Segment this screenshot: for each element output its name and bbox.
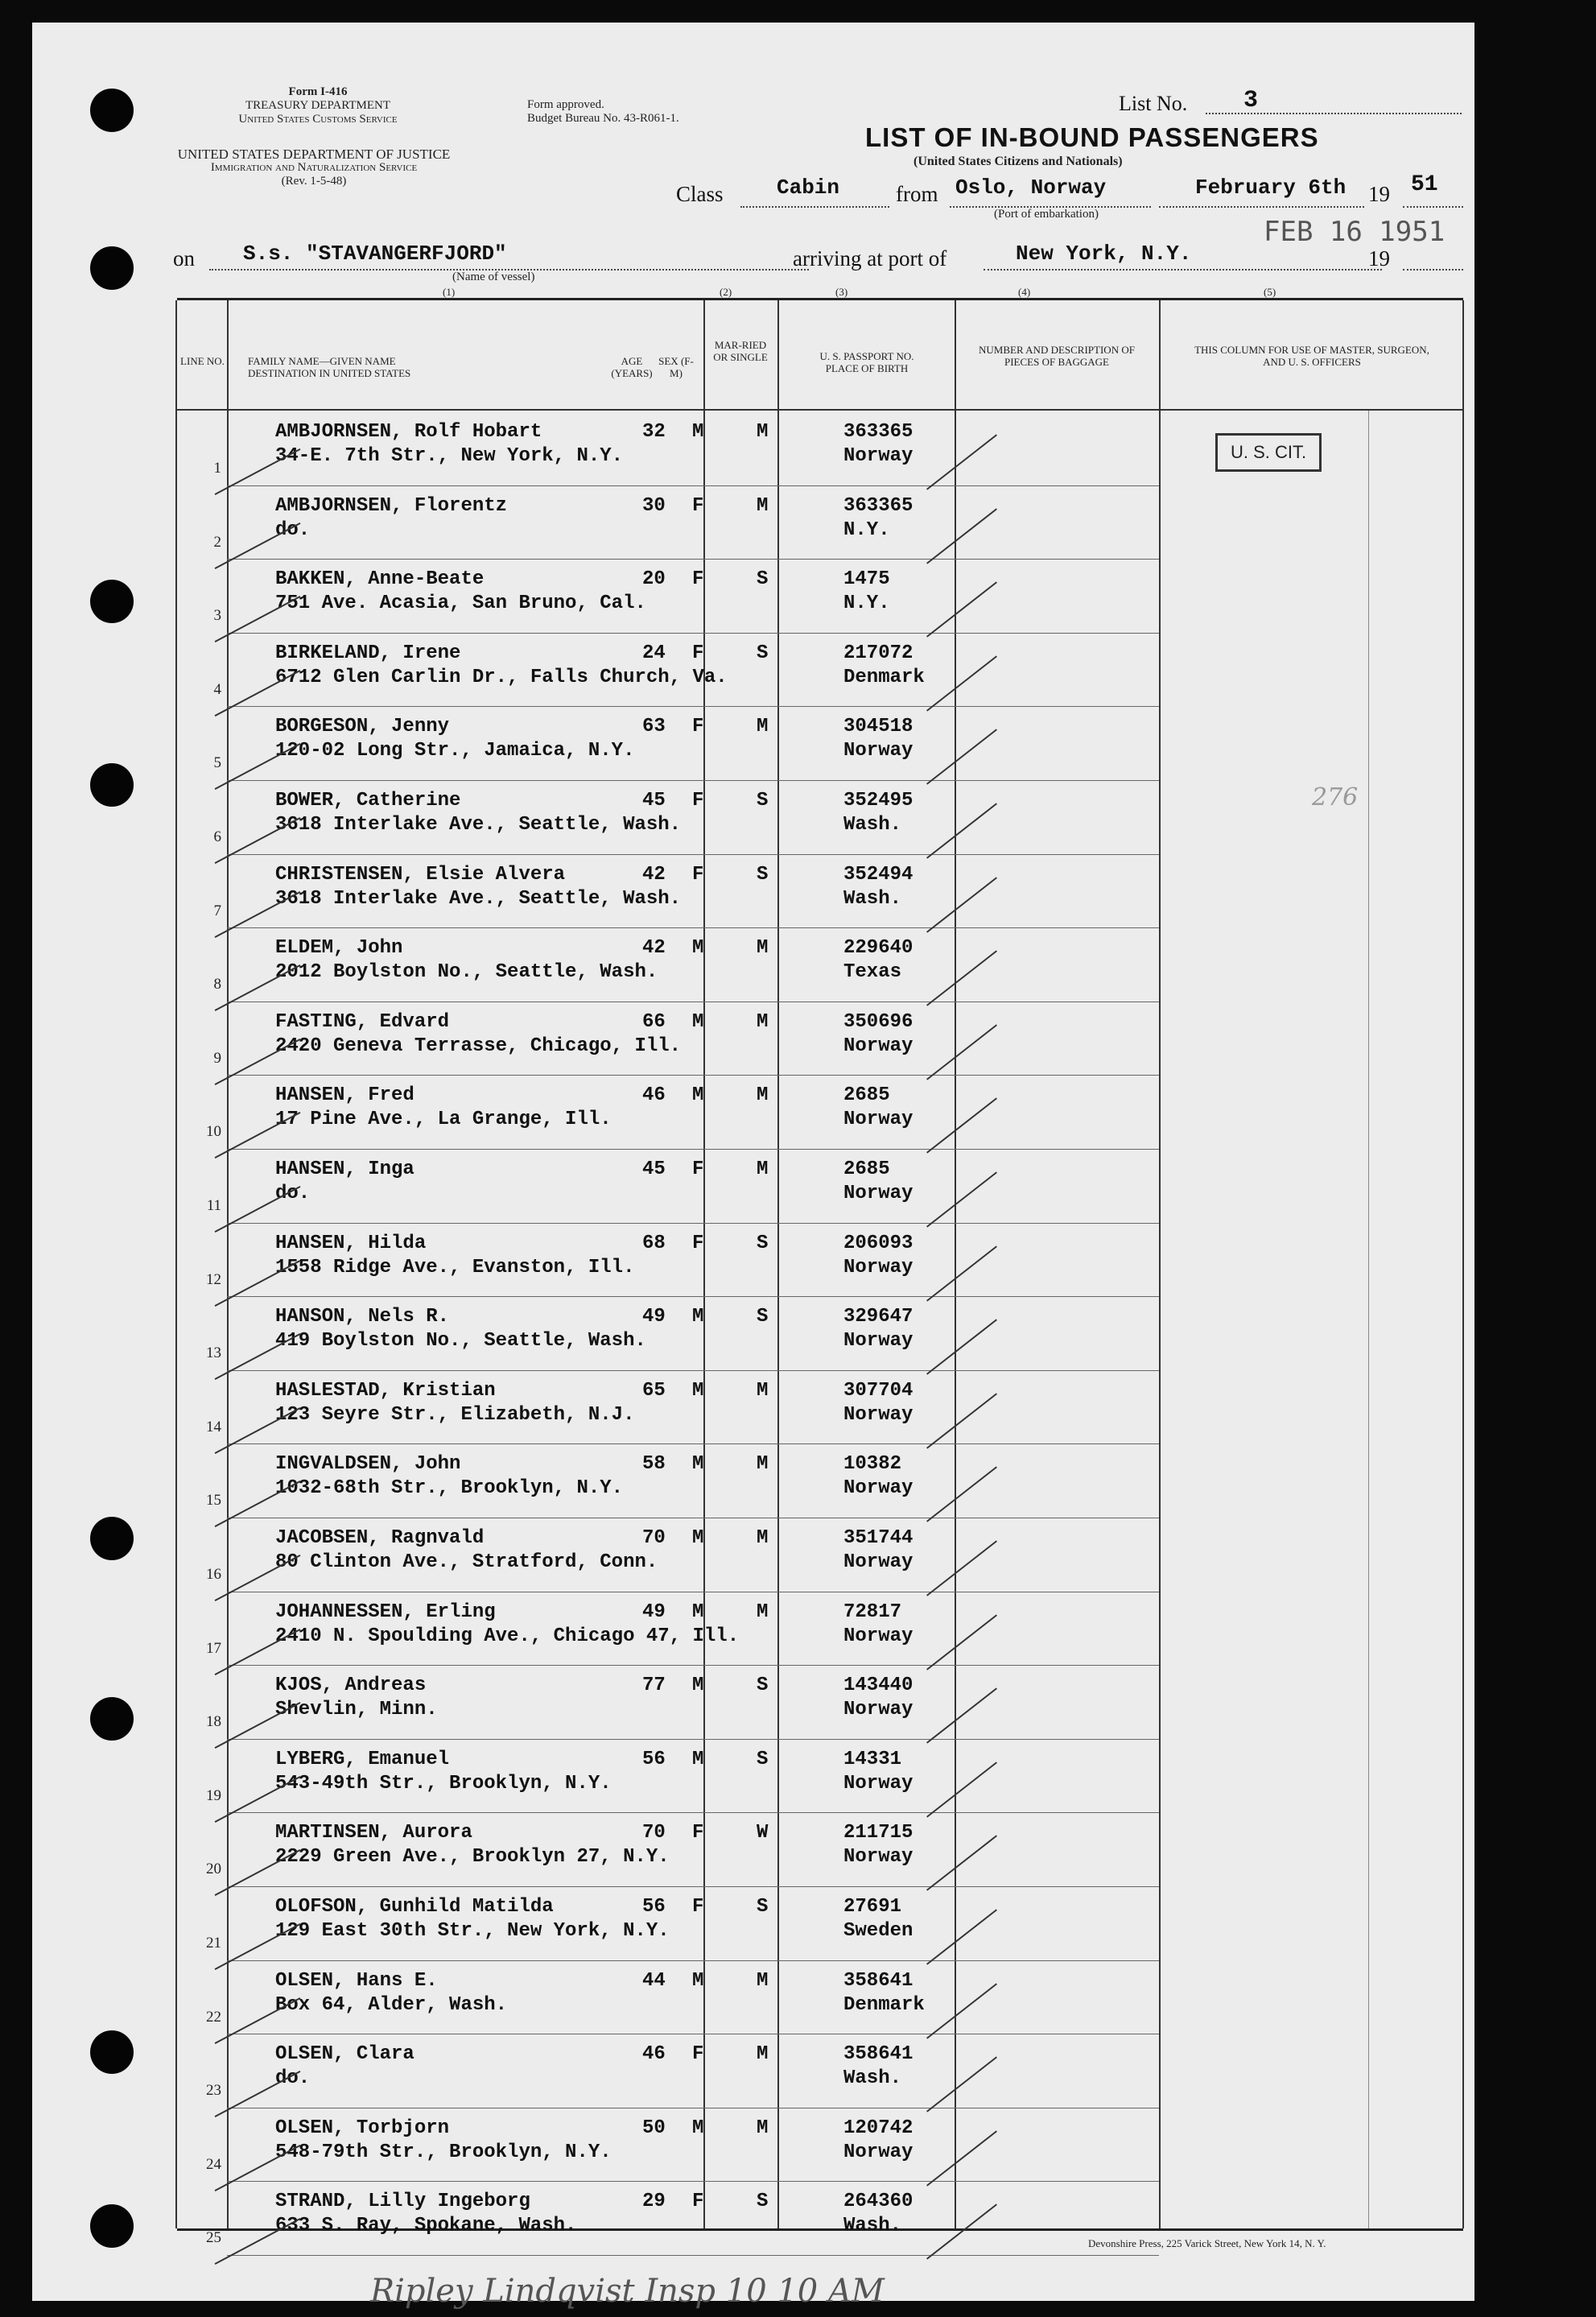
passenger-destination: do. <box>275 1183 311 1204</box>
passenger-name: BORGESON, Jenny <box>275 716 450 738</box>
form-number: Form I-416 <box>288 85 348 98</box>
binder-hole <box>90 580 134 623</box>
passport-number: 363365 <box>843 421 913 443</box>
passenger-marital-status: S <box>757 1675 769 1697</box>
on-label: on <box>173 246 195 271</box>
row-line-number: 19 <box>206 1786 221 1804</box>
check-mark <box>926 1761 997 1817</box>
place-of-birth: Norway <box>843 1256 913 1278</box>
place-of-birth: Norway <box>843 1551 913 1573</box>
passenger-sex: M <box>692 1527 704 1549</box>
place-of-birth: Norway <box>843 1772 913 1795</box>
page-subtitle: (United States Citizens and Nationals) <box>913 155 1123 168</box>
place-of-birth: Norway <box>843 1035 913 1057</box>
dept-justice: UNITED STATES DEPARTMENT OF JUSTICE <box>177 147 451 162</box>
row-line-number: 24 <box>206 2155 221 2173</box>
row-line-number: 3 <box>213 607 221 625</box>
row-divider <box>227 1739 1159 1740</box>
passenger-destination: 129 East 30th Str., New York, N.Y. <box>275 1920 670 1942</box>
passenger-sex: M <box>692 1010 704 1033</box>
passenger-sex: F <box>692 1896 704 1918</box>
passenger-marital-status: W <box>757 1822 769 1844</box>
check-mark <box>926 951 997 1006</box>
place-of-birth: Sweden <box>843 1920 913 1942</box>
place-of-birth: N.Y. <box>843 518 890 541</box>
page-title: LIST OF IN-BOUND PASSENGERS <box>865 122 1319 152</box>
row-divider <box>227 2255 1159 2256</box>
row-line-number: 23 <box>206 2082 221 2100</box>
passenger-age: 56 <box>642 1896 666 1918</box>
passenger-marital-status: M <box>757 937 769 960</box>
passport-number: 217072 <box>843 642 913 664</box>
printer-credit: Devonshire Press, 225 Varick Street, New York 14, N. Y. <box>1088 2237 1326 2249</box>
row-line-number: 2 <box>213 533 221 551</box>
passenger-marital-status: M <box>757 1084 769 1107</box>
passenger-marital-status: S <box>757 790 769 812</box>
passport-number: 14331 <box>843 1748 902 1770</box>
passenger-marital-status: S <box>757 863 769 886</box>
passenger-name: OLOFSON, Gunhild Matilda <box>275 1896 554 1918</box>
passenger-destination: 543-49th Str., Brooklyn, N.Y. <box>275 1772 612 1795</box>
arriving-label: arriving at port of <box>793 246 947 271</box>
passenger-sex: F <box>692 568 704 591</box>
passenger-age: 46 <box>642 2043 666 2066</box>
passenger-age: 56 <box>642 1748 666 1770</box>
passenger-marital-status: M <box>757 421 769 443</box>
header-officers: THIS COLUMN FOR USE OF MASTER, SURGEON, AND U. S. OFFICERS <box>1194 344 1429 368</box>
passenger-name: OLSEN, Torbjorn <box>275 2117 450 2139</box>
passport-number: 229640 <box>843 937 913 960</box>
year-value: 51 <box>1411 172 1438 197</box>
passenger-name: OLSEN, Clara <box>275 2043 414 2066</box>
place-of-birth: Norway <box>843 1699 913 1721</box>
place-of-birth: Norway <box>843 740 913 762</box>
passenger-name: HANSEN, Hilda <box>275 1232 427 1254</box>
passenger-age: 32 <box>642 421 666 443</box>
passenger-age: 66 <box>642 1010 666 1033</box>
check-mark <box>926 1245 997 1301</box>
check-mark <box>926 1171 997 1227</box>
passenger-destination: 2229 Green Ave., Brooklyn 27, N.Y. <box>275 1846 670 1869</box>
row-line-number: 15 <box>206 1492 221 1510</box>
row-divider <box>227 1296 1159 1297</box>
passport-number: 72817 <box>843 1600 902 1623</box>
row-line-number: 10 <box>206 1123 221 1141</box>
passenger-marital-status: S <box>757 1896 769 1918</box>
place-of-birth: Norway <box>843 1403 913 1426</box>
row-line-number: 21 <box>206 1935 221 1951</box>
passenger-sex: F <box>692 642 704 664</box>
passenger-destination: 548-79th Str., Brooklyn, N.Y. <box>275 2141 612 2163</box>
passenger-destination: 2410 N. Spoulding Ave., Chicago 47, Ill. <box>275 1625 740 1647</box>
passenger-marital-status: M <box>757 1453 769 1476</box>
col-num-3: (3) <box>835 286 848 298</box>
passport-number: 1475 <box>843 568 890 591</box>
passport-number: 352494 <box>843 863 913 886</box>
passenger-destination: 6712 Glen Carlin Dr., Falls Church, Va. <box>275 666 728 688</box>
row-line-number: 1 <box>213 460 221 477</box>
passenger-sex: M <box>692 937 704 960</box>
passenger-destination: 2012 Boylston No., Seattle, Wash. <box>275 961 658 984</box>
year-prefix-arrival: 19 <box>1368 246 1390 271</box>
header-marital: MAR-RIED OR SINGLE <box>713 339 768 363</box>
header-sex: SEX (F-M) <box>658 355 694 379</box>
row-divider <box>227 485 1159 486</box>
passenger-sex: F <box>692 1232 704 1254</box>
passport-number: 304518 <box>843 716 913 738</box>
row-line-number: 20 <box>206 1861 221 1878</box>
check-mark <box>926 1540 997 1596</box>
col-num-4: (4) <box>1018 286 1031 298</box>
passenger-destination: 17 Pine Ave., La Grange, Ill. <box>275 1109 612 1131</box>
place-of-birth: Wash. <box>843 2215 902 2237</box>
passenger-name: HANSON, Nels R. <box>275 1306 450 1328</box>
passenger-marital-status: M <box>757 1969 769 1992</box>
row-line-number: 6 <box>213 828 221 845</box>
place-of-birth: N.Y. <box>843 593 890 615</box>
passenger-name: JACOBSEN, Ragnvald <box>275 1527 485 1549</box>
passenger-marital-status: M <box>757 1600 769 1623</box>
port-embarkation-note: (Port of embarkation) <box>994 208 1099 221</box>
passenger-name: HANSEN, Inga <box>275 1158 414 1180</box>
vessel-note: (Name of vessel) <box>452 271 535 283</box>
header-passport: U. S. PASSPORT NO. PLACE OF BIRTH <box>819 350 914 374</box>
received-date-stamp: FEB 16 1951 <box>1264 216 1445 248</box>
passenger-age: 30 <box>642 494 666 517</box>
passport-number: 352495 <box>843 790 913 812</box>
passenger-name: LYBERG, Emanuel <box>275 1748 450 1770</box>
check-mark <box>926 1909 997 1964</box>
passenger-name: AMBJORNSEN, Florentz <box>275 494 508 517</box>
place-of-birth: Texas <box>843 961 902 984</box>
passenger-sex: F <box>692 863 704 886</box>
col-num-1: (1) <box>443 286 456 298</box>
passenger-sex: M <box>692 421 704 443</box>
passenger-age: 42 <box>642 863 666 886</box>
check-mark <box>926 1614 997 1670</box>
place-of-birth: Norway <box>843 1846 913 1869</box>
place-of-birth: Wash. <box>843 2067 902 2090</box>
passenger-age: 58 <box>642 1453 666 1476</box>
passenger-age: 20 <box>642 568 666 591</box>
revision: (Rev. 1-5-48) <box>281 175 347 188</box>
form-approved: Form approved. <box>527 98 604 111</box>
dept-treasury-sub: United States Customs Service <box>238 113 398 126</box>
passport-number: 211715 <box>843 1822 913 1844</box>
place-of-birth: Denmark <box>843 1993 925 2016</box>
check-mark <box>926 729 997 785</box>
row-divider <box>227 1812 1159 1813</box>
vessel-name: S.s. "STAVANGERFJORD" <box>243 242 507 266</box>
check-mark <box>926 1836 997 1891</box>
passenger-age: 70 <box>642 1527 666 1549</box>
passenger-name: AMBJORNSEN, Rolf Hobart <box>275 421 542 443</box>
binder-hole <box>90 1697 134 1741</box>
passport-number: 27691 <box>843 1896 902 1918</box>
passenger-name: BOWER, Catherine <box>275 790 461 812</box>
passenger-sex: M <box>692 1969 704 1992</box>
passenger-name: MARTINSEN, Aurora <box>275 1822 472 1844</box>
passenger-sex: F <box>692 2191 704 2213</box>
check-mark <box>926 1393 997 1448</box>
place-of-birth: Denmark <box>843 666 925 688</box>
passenger-age: 63 <box>642 716 666 738</box>
row-line-number: 8 <box>213 976 221 993</box>
passenger-age: 50 <box>642 2117 666 2139</box>
passenger-marital-status: S <box>757 642 769 664</box>
place-of-birth: Norway <box>843 1477 913 1500</box>
departure-date: February 6th <box>1195 176 1346 200</box>
passport-number: 329647 <box>843 1306 913 1328</box>
inspector-signature: Ripley Lindqvist Insp 10 10 AM <box>370 2273 885 2310</box>
check-mark <box>926 434 997 489</box>
check-mark <box>926 2057 997 2113</box>
margin-number: 276 <box>1312 783 1359 812</box>
passenger-marital-status: S <box>757 568 769 591</box>
passenger-sex: F <box>692 494 704 517</box>
check-mark <box>926 1024 997 1080</box>
list-no-label: List No. <box>1119 92 1188 115</box>
passenger-age: 77 <box>642 1675 666 1697</box>
check-mark <box>926 1320 997 1375</box>
binder-hole <box>90 246 134 290</box>
manifest-page <box>32 23 1474 2310</box>
row-divider <box>227 854 1159 855</box>
place-of-birth: Norway <box>843 1625 913 1647</box>
row-divider <box>227 1886 1159 1887</box>
dept-treasury: TREASURY DEPARTMENT <box>245 99 391 112</box>
passenger-destination: 633 S. Ray, Spokane, Wash. <box>275 2215 577 2237</box>
passport-number: 143440 <box>843 1675 913 1697</box>
passenger-name: HASLESTAD, Kristian <box>275 1379 496 1402</box>
passenger-sex: M <box>692 1453 704 1476</box>
row-line-number: 9 <box>213 1049 221 1067</box>
row-line-number: 12 <box>206 1270 221 1288</box>
passenger-sex: M <box>692 1084 704 1107</box>
row-divider <box>227 780 1159 781</box>
row-divider <box>227 1370 1159 1371</box>
row-divider <box>227 2181 1159 2182</box>
row-line-number: 16 <box>206 1566 221 1583</box>
passenger-sex: F <box>692 1158 704 1180</box>
row-divider <box>227 1223 1159 1224</box>
row-line-number: 4 <box>213 680 221 698</box>
passenger-marital-status: S <box>757 2191 769 2213</box>
passenger-age: 24 <box>642 642 666 664</box>
passenger-name: HANSEN, Fred <box>275 1084 414 1107</box>
dept-justice-sub: Immigration and Naturalization Service <box>210 161 418 174</box>
passport-number: 2685 <box>843 1084 890 1107</box>
budget-bureau: Budget Bureau No. 43-R061-1. <box>527 112 679 125</box>
place-of-birth: Wash. <box>843 887 902 910</box>
passenger-marital-status: M <box>757 2043 769 2066</box>
passport-number: 358641 <box>843 2043 913 2066</box>
check-mark <box>926 1983 997 2038</box>
passenger-destination: 2420 Geneva Terrasse, Chicago, Ill. <box>275 1035 682 1057</box>
passenger-sex: F <box>692 1822 704 1844</box>
col-num-5: (5) <box>1264 286 1276 298</box>
passenger-destination: do. <box>275 2067 311 2090</box>
check-mark <box>926 1098 997 1154</box>
passenger-destination: 80 Clinton Ave., Stratford, Conn. <box>275 1551 658 1573</box>
passenger-marital-status: M <box>757 2117 769 2139</box>
passenger-sex: M <box>692 1675 704 1697</box>
check-mark <box>926 655 997 711</box>
place-of-birth: Norway <box>843 1330 913 1353</box>
passenger-age: 42 <box>642 937 666 960</box>
passenger-sex: F <box>692 716 704 738</box>
binder-hole <box>90 2030 134 2074</box>
passenger-name: OLSEN, Hans E. <box>275 1969 438 1992</box>
passenger-age: 44 <box>642 1969 666 1992</box>
passenger-name: INGVALDSEN, John <box>275 1453 461 1476</box>
check-mark <box>926 877 997 932</box>
row-divider <box>227 1665 1159 1666</box>
list-no-value: 3 <box>1243 87 1259 114</box>
from-label: from <box>896 182 938 206</box>
passenger-sex: F <box>692 2043 704 2066</box>
row-divider <box>227 1075 1159 1076</box>
passenger-destination: 419 Boylston No., Seattle, Wash. <box>275 1330 646 1353</box>
passenger-destination: Box 64, Alder, Wash. <box>275 1993 508 2016</box>
passenger-marital-status: M <box>757 1010 769 1033</box>
passenger-name: BAKKEN, Anne-Beate <box>275 568 485 591</box>
from-value: Oslo, Norway <box>955 176 1107 200</box>
row-divider <box>227 706 1159 707</box>
place-of-birth: Wash. <box>843 814 902 836</box>
passenger-sex: M <box>692 1379 704 1402</box>
row-line-number: 14 <box>206 1418 221 1435</box>
us-citizen-stamp: U. S. CIT. <box>1215 433 1322 472</box>
passenger-marital-status: S <box>757 1232 769 1254</box>
class-label: Class <box>676 182 724 206</box>
passenger-sex: M <box>692 2117 704 2139</box>
check-mark <box>926 2130 997 2186</box>
passenger-marital-status: M <box>757 1527 769 1549</box>
class-value: Cabin <box>777 176 840 200</box>
col-num-2: (2) <box>720 286 732 298</box>
row-divider <box>227 633 1159 634</box>
place-of-birth: Norway <box>843 445 913 467</box>
binder-hole <box>90 1517 134 1560</box>
row-line-number: 5 <box>213 754 221 772</box>
passenger-age: 49 <box>642 1600 666 1623</box>
passport-number: 264360 <box>843 2191 913 2213</box>
passenger-sex: M <box>692 1748 704 1770</box>
passenger-age: 45 <box>642 790 666 812</box>
passenger-name: ELDEM, John <box>275 937 403 960</box>
passport-number: 358641 <box>843 1969 913 1992</box>
passenger-marital-status: S <box>757 1306 769 1328</box>
passenger-destination: 34-E. 7th Str., New York, N.Y. <box>275 445 624 467</box>
passenger-marital-status: M <box>757 716 769 738</box>
row-line-number: 18 <box>206 1713 221 1731</box>
passenger-destination: 120-02 Long Str., Jamaica, N.Y. <box>275 740 635 762</box>
passenger-destination: do. <box>275 518 311 541</box>
row-divider <box>227 1149 1159 1150</box>
passenger-sex: M <box>692 1600 704 1623</box>
passport-number: 10382 <box>843 1453 902 1476</box>
passenger-destination: 3618 Interlake Ave., Seattle, Wash. <box>275 814 682 836</box>
row-line-number: 11 <box>206 1197 221 1214</box>
passenger-destination: 123 Seyre Str., Elizabeth, N.J. <box>275 1403 635 1426</box>
passenger-marital-status: S <box>757 1748 769 1770</box>
passenger-age: 45 <box>642 1158 666 1180</box>
check-mark <box>926 582 997 638</box>
passenger-name: CHRISTENSEN, Elsie Alvera <box>275 863 566 886</box>
passenger-name: KJOS, Andreas <box>275 1675 427 1697</box>
check-mark <box>926 508 997 564</box>
passenger-age: 29 <box>642 2191 666 2213</box>
check-mark <box>926 1467 997 1522</box>
header-baggage: NUMBER AND DESCRIPTION OF PIECES OF BAGGAGE <box>979 344 1135 368</box>
passenger-sex: F <box>692 790 704 812</box>
passenger-age: 68 <box>642 1232 666 1254</box>
binder-hole <box>90 2204 134 2248</box>
binder-hole <box>90 89 134 132</box>
passenger-marital-status: M <box>757 1379 769 1402</box>
year-prefix: 19 <box>1368 182 1390 206</box>
passenger-age: 70 <box>642 1822 666 1844</box>
passport-number: 206093 <box>843 1232 913 1254</box>
passenger-name: STRAND, Lilly Ingeborg <box>275 2191 530 2213</box>
header-name: FAMILY NAME—GIVEN NAME DESTINATION IN UNITED STATES <box>248 355 411 379</box>
passport-number: 351744 <box>843 1527 913 1549</box>
row-divider <box>227 1443 1159 1444</box>
passport-number: 363365 <box>843 494 913 517</box>
place-of-birth: Norway <box>843 1109 913 1131</box>
passport-number: 2685 <box>843 1158 890 1180</box>
binder-hole <box>90 763 134 807</box>
row-divider <box>227 1960 1159 1961</box>
passenger-marital-status: M <box>757 1158 769 1180</box>
passenger-destination: Shevlin, Minn. <box>275 1699 438 1721</box>
row-line-number: 25 <box>206 2229 221 2247</box>
passenger-age: 49 <box>642 1306 666 1328</box>
passenger-name: FASTING, Edvard <box>275 1010 450 1033</box>
passenger-name: JOHANNESSEN, Erling <box>275 1600 496 1623</box>
place-of-birth: Norway <box>843 1183 913 1204</box>
header-age: AGE (YEARS) <box>611 355 653 379</box>
row-line-number: 7 <box>213 902 221 919</box>
passenger-destination: 751 Ave. Acasia, San Bruno, Cal. <box>275 593 646 615</box>
check-mark <box>926 2204 997 2260</box>
check-mark <box>926 803 997 858</box>
passenger-destination: 1558 Ridge Ave., Evanston, Ill. <box>275 1256 635 1278</box>
place-of-birth: Norway <box>843 2141 913 2163</box>
passenger-age: 65 <box>642 1379 666 1402</box>
passenger-age: 46 <box>642 1084 666 1107</box>
passenger-destination: 3618 Interlake Ave., Seattle, Wash. <box>275 887 682 910</box>
arrival-port: New York, N.Y. <box>1016 242 1192 266</box>
passenger-marital-status: M <box>757 494 769 517</box>
passport-number: 120742 <box>843 2117 913 2139</box>
row-line-number: 22 <box>206 2008 221 2026</box>
passport-number: 350696 <box>843 1010 913 1033</box>
passenger-name: BIRKELAND, Irene <box>275 642 461 664</box>
passport-number: 307704 <box>843 1379 913 1402</box>
check-mark <box>926 1688 997 1744</box>
row-line-number: 17 <box>206 1639 221 1657</box>
row-divider <box>227 559 1159 560</box>
passenger-sex: M <box>692 1306 704 1328</box>
row-line-number: 13 <box>206 1344 221 1362</box>
header-line-no: LINE NO. <box>180 355 225 367</box>
row-divider <box>227 927 1159 928</box>
passenger-destination: 1032-68th Str., Brooklyn, N.Y. <box>275 1477 624 1500</box>
